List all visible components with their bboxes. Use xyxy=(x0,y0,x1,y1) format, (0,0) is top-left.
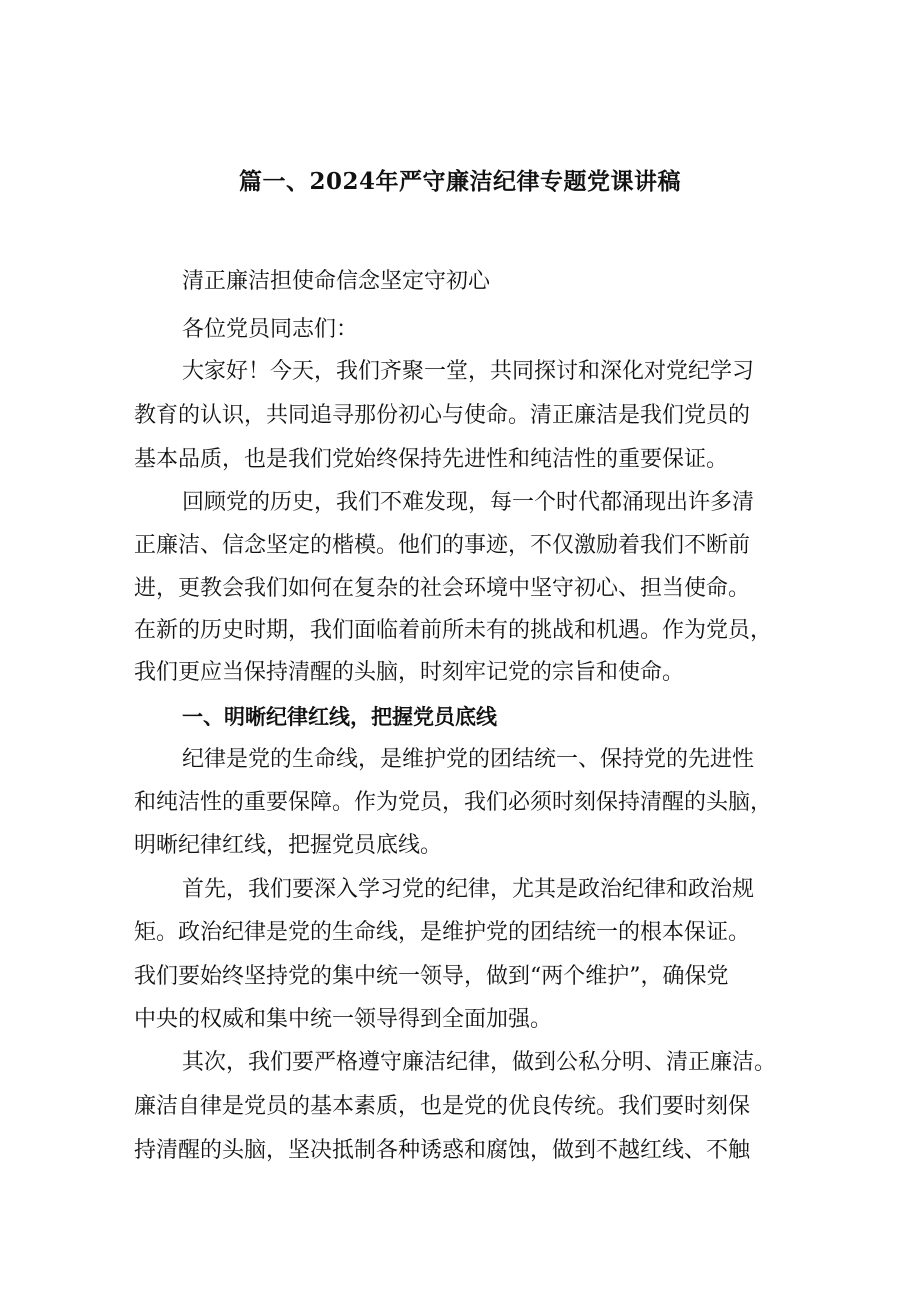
paragraph-line: 在新的历史时期，我们面临着前所未有的挑战和机遇。作为党员， xyxy=(134,618,773,643)
paragraph-line: 正廉洁、信念坚定的楷模。他们的事迹，不仅激励着我们不断前 xyxy=(134,533,751,558)
document-title: 篇一、2024年严守廉洁纪律专题党课讲稿 xyxy=(238,168,681,195)
salutation-line: 各位党员同志们： xyxy=(182,317,359,342)
paragraph-line: 和纯洁性的重要保障。作为党员，我们必须时刻保持清醒的头脑， xyxy=(134,790,773,815)
paragraph-line: 矩。政治纪律是党的生命线，是维护党的团结统一的根本保证。 xyxy=(134,920,751,945)
paragraph-line: 教育的认识，共同追寻那份初心与使命。清正廉洁是我们党员的 xyxy=(134,403,751,428)
paragraph-line: 回顾党的历史，我们不难发现，每一个时代都涌现出许多清 xyxy=(182,490,755,515)
paragraph-line: 我们要始终坚持党的集中统一领导，做到“两个维护”，确保党 xyxy=(134,964,729,989)
paragraph-line: 其次，我们要严格遵守廉洁纪律，做到公私分明、清正廉洁。 xyxy=(182,1050,777,1075)
paragraph-line: 明晰纪律红线，把握党员底线。 xyxy=(134,833,443,858)
paragraph-line: 中央的权威和集中统一领导得到全面加强。 xyxy=(134,1007,553,1032)
paragraph-line: 持清醒的头脑，坚决抵制各种诱惑和腐蚀，做到不越红线、不触 xyxy=(134,1138,751,1163)
paragraph-line: 纪律是党的生命线，是维护党的团结统一、保持党的先进性 xyxy=(182,747,755,772)
paragraph-line: 我们更应当保持清醒的头脑，时刻牢记党的宗旨和使命。 xyxy=(134,660,685,685)
paragraph-line: 基本品质，也是我们党始终保持先进性和纯洁性的重要保证。 xyxy=(134,447,729,472)
paragraph-line: 大家好！今天，我们齐聚一堂，共同探讨和深化对党纪学习 xyxy=(182,359,755,384)
subtitle-line: 清正廉洁担使命信念坚定守初心 xyxy=(182,269,491,294)
paragraph-line: 进，更教会我们如何在复杂的社会环境中坚守初心、担当使命。 xyxy=(134,576,751,601)
paragraph-line: 廉洁自律是党员的基本素质，也是党的优良传统。我们要时刻保 xyxy=(134,1094,751,1119)
paragraph-line: 首先，我们要深入学习党的纪律，尤其是政治纪律和政治规 xyxy=(182,877,755,902)
section-heading: 一、明晰纪律红线，把握党员底线 xyxy=(182,705,497,729)
